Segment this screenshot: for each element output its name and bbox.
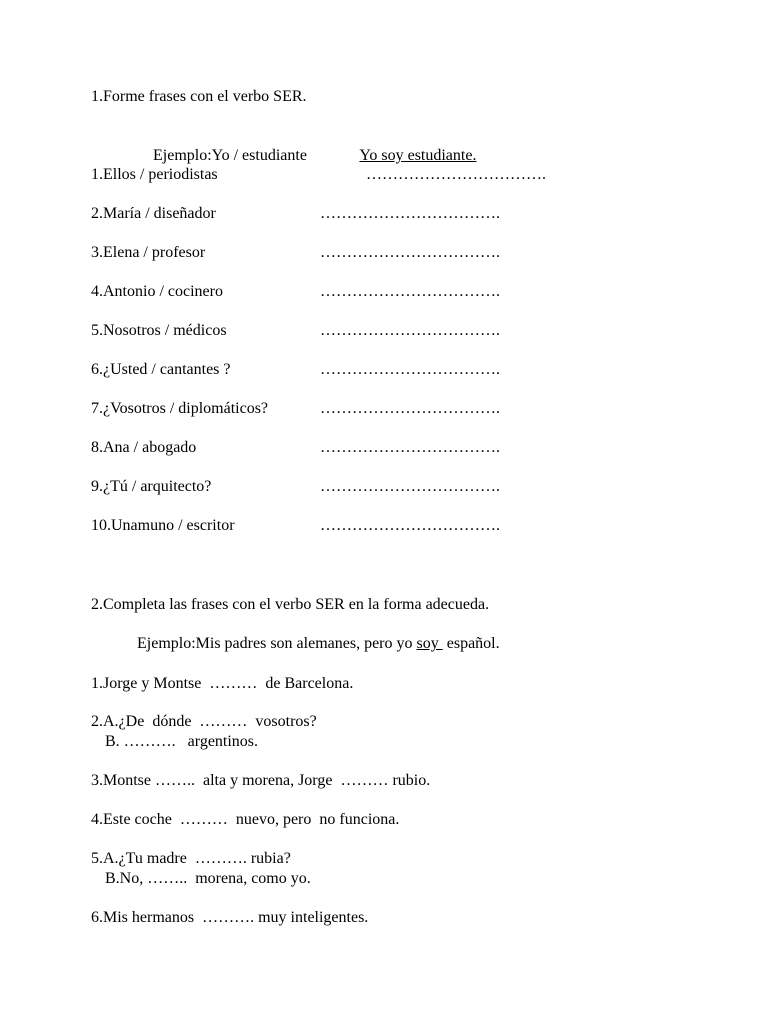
section1-item-7-prompt: 7.¿Vosotros / diplomáticos? — [91, 400, 269, 417]
section2-example-before: Ejemplo:Mis padres son alemanes, pero yo — [137, 635, 417, 652]
section1-item-4-prompt: 4.Antonio / cocinero — [91, 283, 223, 300]
section1-title: 1.Forme frases con el verbo SER. — [91, 88, 307, 105]
section1-item-8-prompt: 8.Ana / abogado — [91, 439, 197, 456]
section2-line-4: 4.Este coche ……… nuevo, pero no funciona. — [91, 811, 400, 828]
section2-example-after: español. — [442, 635, 500, 652]
section1-item-10-prompt: 10.Unamuno / escritor — [91, 517, 235, 534]
section2-line-2b: B. ………. argentinos. — [105, 733, 259, 750]
section1-item-7-blank: ……………………………. — [320, 400, 500, 417]
section1-item-1-blank: ……………………………. — [366, 166, 546, 183]
section2-example — [137, 634, 500, 654]
section2-line-3: 3.Montse …….. alta y morena, Jorge ……… rubio. — [91, 772, 431, 789]
section1-item-10-blank: ……………………………. — [320, 517, 500, 534]
section1-item-6-blank: ……………………………. — [320, 361, 500, 378]
section1-example — [137, 126, 307, 164]
section1-example-answer: Yo soy estudiante. — [359, 147, 477, 164]
section1-example-label: Ejemplo:Yo / estudiante — [153, 147, 307, 164]
section1-item-5-blank: ……………………………. — [320, 322, 500, 339]
section1-item-5-prompt: 5.Nosotros / médicos — [91, 322, 227, 339]
section1-example-answer-wrap — [344, 126, 477, 164]
section2-example-answer: soy — [416, 635, 443, 652]
section1-item-3-prompt: 3.Elena / profesor — [91, 244, 206, 261]
section1-item-6-prompt: 6.¿Usted / cantantes ? — [91, 361, 231, 378]
section2-line-5a: 5.A.¿Tu madre ………. rubia? — [91, 850, 291, 867]
section2-line-5b: B.No, …….. morena, como yo. — [105, 870, 311, 887]
section1-item-8-blank: ……………………………. — [320, 439, 500, 456]
section2-line-2a: 2.A.¿De dónde ……… vosotros? — [91, 713, 317, 730]
section1-item-2-prompt: 2.María / diseñador — [91, 205, 216, 222]
section2-line-6: 6.Mis hermanos ………. muy inteligentes. — [91, 909, 369, 926]
section1-item-9-blank: ……………………………. — [320, 478, 500, 495]
section2-line-1: 1.Jorge y Montse ……… de Barcelona. — [91, 675, 354, 692]
section2-title: 2.Completa las frases con el verbo SER en la forma adecueda. — [91, 596, 490, 613]
section1-item-4-blank: ……………………………. — [320, 283, 500, 300]
section1-item-2-blank: ……………………………. — [320, 205, 500, 222]
section1-item-3-blank: ……………………………. — [320, 244, 500, 261]
section1-item-1-prompt: 1.Ellos / periodistas — [91, 166, 218, 183]
section1-item-9-prompt: 9.¿Tú / arquitecto? — [91, 478, 212, 495]
